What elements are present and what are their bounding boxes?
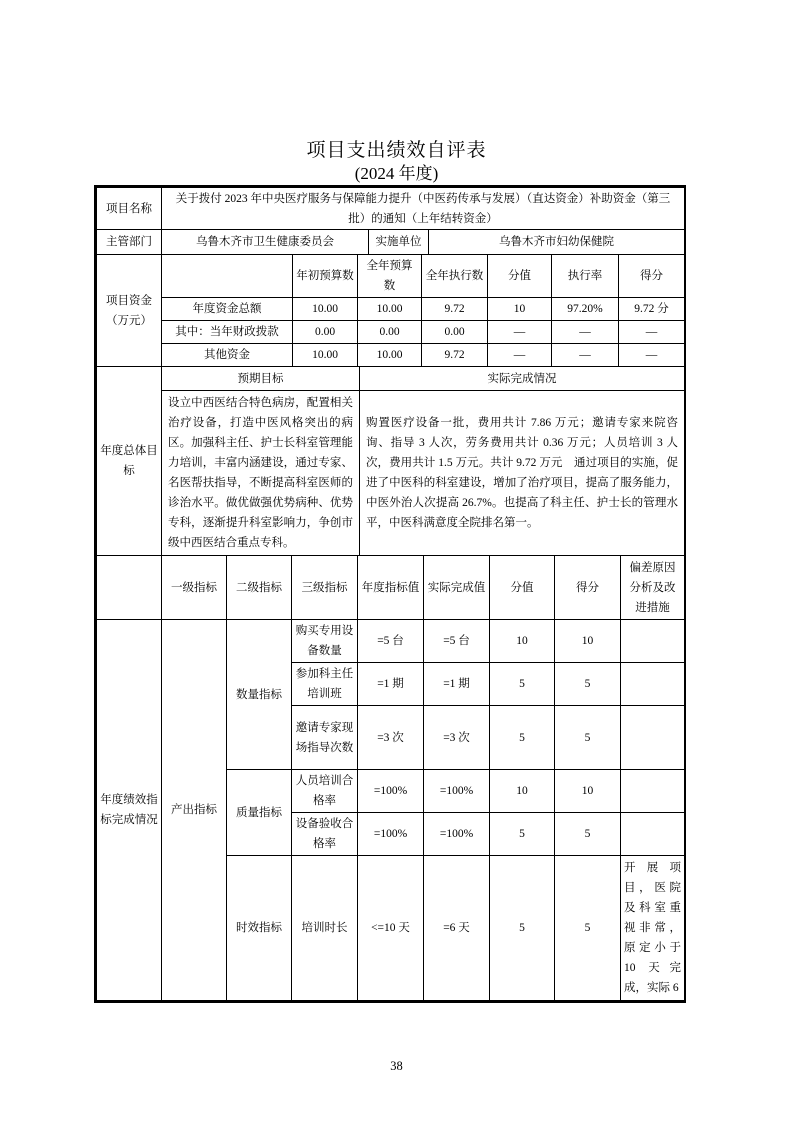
indicator-col-header-level2: 二级指标 bbox=[227, 556, 292, 620]
indicator-col-header-actual: 实际完成值 bbox=[424, 556, 490, 620]
level2-quantity-indicator: 数量指标 bbox=[227, 620, 292, 770]
funding-other-label: 其他资金 bbox=[162, 344, 293, 367]
deviation-cell bbox=[621, 770, 685, 813]
funding-col-header-weight: 分值 bbox=[488, 255, 552, 298]
actual-value: =6 天 bbox=[424, 856, 490, 1001]
score-value: 5 bbox=[555, 813, 621, 856]
funding-other-score: — bbox=[619, 344, 685, 367]
score-value: 10 bbox=[555, 770, 621, 813]
funding-other-initial-budget: 10.00 bbox=[293, 344, 358, 367]
actual-completion-header: 实际完成情况 bbox=[360, 367, 685, 391]
level2-timeliness-indicator: 时效指标 bbox=[227, 856, 292, 1001]
score-value: 5 bbox=[555, 663, 621, 706]
funding-other-annual-budget: 10.00 bbox=[358, 344, 422, 367]
score-value: 10 bbox=[555, 620, 621, 663]
page-title: 项目支出绩效自评表 bbox=[306, 140, 487, 161]
indicator-col-header-level3: 三级指标 bbox=[292, 556, 358, 620]
project-name-section bbox=[96, 187, 685, 230]
weight-value: 5 bbox=[490, 856, 555, 1001]
funding-fiscal-weight: — bbox=[488, 321, 552, 344]
annual-goal-row-label: 年度总体目标 bbox=[97, 367, 162, 556]
target-value: =3 次 bbox=[358, 706, 424, 770]
funding-other-executed: 9.72 bbox=[422, 344, 488, 367]
weight-value: 5 bbox=[490, 813, 555, 856]
impl-unit-label: 实施单位 bbox=[369, 230, 429, 255]
actual-value: =100% bbox=[424, 770, 490, 813]
funding-fiscal-exec-rate: — bbox=[552, 321, 619, 344]
actual-value: =1 期 bbox=[424, 663, 490, 706]
funding-row-fiscal bbox=[97, 321, 685, 344]
expected-goal-header: 预期目标 bbox=[162, 367, 360, 391]
funding-col-header-exec-rate: 执行率 bbox=[552, 255, 619, 298]
level3-name: 培训时长 bbox=[292, 856, 358, 1001]
deviation-cell: 开展项目，医院及科室重视非常，原定小于 10 天完成，实际 6 bbox=[621, 856, 685, 1001]
level3-name: 参加科主任培训班 bbox=[292, 663, 358, 706]
dept-label: 主管部门 bbox=[97, 230, 162, 255]
weight-value: 10 bbox=[490, 770, 555, 813]
indicator-col-header-score: 得分 bbox=[555, 556, 621, 620]
actual-completion-text: 购置医疗设备一批，费用共计 7.86 万元；邀请专家来院咨询、指导 3 人次，劳务费用共计 0.36 万元；人员培训 3 人次，费用共计 1.5 万元。共计 9.72 万元 通过项目的实施，促进了中医科的科室建设，增加了治疗项目，提高了服务能力，中医外治人次提高 26.7%。也提高了科主任、护士长的管理水平，中医科满意度全院排名第一。 bbox=[360, 391, 685, 556]
level1-output-indicator: 产出指标 bbox=[162, 620, 227, 1001]
deviation-cell bbox=[621, 620, 685, 663]
funding-fiscal-annual-budget: 0.00 bbox=[358, 321, 422, 344]
funding-col-header-initial-budget: 年初预算数 bbox=[293, 255, 358, 298]
page-subtitle: (2024 年度) bbox=[354, 164, 439, 183]
page-number: 38 bbox=[390, 1059, 403, 1073]
funding-col-header-annual-budget: 全年预算数 bbox=[358, 255, 422, 298]
funding-total-label: 年度资金总额 bbox=[162, 298, 293, 321]
impl-unit-value: 乌鲁木齐市妇幼保健院 bbox=[429, 230, 685, 255]
weight-value: 5 bbox=[490, 706, 555, 770]
annual-goal-section bbox=[96, 366, 685, 556]
actual-value: =100% bbox=[424, 813, 490, 856]
score-value: 5 bbox=[555, 856, 621, 1001]
project-name-value: 关于拨付 2023 年中央医疗服务与保障能力提升（中医药传承与发展）（直达资金）补助资金（第三批）的通知（上年结转资金） bbox=[162, 188, 685, 230]
funding-fiscal-score: — bbox=[619, 321, 685, 344]
funding-total-annual-budget: 10.00 bbox=[358, 298, 422, 321]
project-name-label: 项目名称 bbox=[97, 188, 162, 230]
indicator-col-header-target: 年度指标值 bbox=[358, 556, 424, 620]
funding-other-weight: — bbox=[488, 344, 552, 367]
funding-other-exec-rate: — bbox=[552, 344, 619, 367]
indicator-empty-header-cell bbox=[97, 556, 162, 620]
funding-fiscal-label: 其中：当年财政拨款 bbox=[162, 321, 293, 344]
funding-row-total bbox=[97, 298, 685, 321]
funding-empty-header-cell bbox=[162, 255, 293, 298]
indicator-section bbox=[96, 555, 685, 1001]
level3-name: 人员培训合格率 bbox=[292, 770, 358, 813]
funding-row-label: 项目资金（万元） bbox=[97, 255, 162, 367]
level3-name: 设备验收合格率 bbox=[292, 813, 358, 856]
target-value: =5 台 bbox=[358, 620, 424, 663]
funding-row-other bbox=[97, 344, 685, 367]
indicator-col-header-weight: 分值 bbox=[490, 556, 555, 620]
funding-total-exec-rate: 97.20% bbox=[552, 298, 619, 321]
target-value: <=10 天 bbox=[358, 856, 424, 1001]
dept-value: 乌鲁木齐市卫生健康委员会 bbox=[162, 230, 369, 255]
level3-name: 购买专用设备数量 bbox=[292, 620, 358, 663]
indicator-col-header-level1: 一级指标 bbox=[162, 556, 227, 620]
actual-value: =3 次 bbox=[424, 706, 490, 770]
weight-value: 10 bbox=[490, 620, 555, 663]
level2-quality-indicator: 质量指标 bbox=[227, 770, 292, 856]
indicator-header-row bbox=[97, 556, 685, 620]
score-value: 5 bbox=[555, 706, 621, 770]
department-section bbox=[96, 229, 685, 255]
deviation-cell bbox=[621, 706, 685, 770]
funding-total-weight: 10 bbox=[488, 298, 552, 321]
deviation-cell bbox=[621, 663, 685, 706]
funding-total-executed: 9.72 bbox=[422, 298, 488, 321]
target-value: =1 期 bbox=[358, 663, 424, 706]
funding-total-score: 9.72 分 bbox=[619, 298, 685, 321]
indicator-col-header-deviation: 偏差原因分析及改进措施 bbox=[621, 556, 685, 620]
indicator-row-label: 年度绩效指标完成情况 bbox=[97, 620, 162, 1001]
funding-col-header-score: 得分 bbox=[619, 255, 685, 298]
level3-name: 邀请专家现场指导次数 bbox=[292, 706, 358, 770]
funding-fiscal-initial-budget: 0.00 bbox=[293, 321, 358, 344]
funding-section bbox=[96, 254, 685, 367]
funding-col-header-executed: 全年执行数 bbox=[422, 255, 488, 298]
funding-fiscal-executed: 0.00 bbox=[422, 321, 488, 344]
target-value: =100% bbox=[358, 813, 424, 856]
expected-goal-text: 设立中西医结合特色病房，配置相关治疗设备，打造中医风格突出的病区。加强科主任、护士长科室管理能力培训，丰富内涵建设，通过专家、名医帮扶指导，不断提高科室医师的诊治水平。做优做强优势病种、优势专科，逐渐提升科室影响力，争创市级中西医结合重点专科。 bbox=[162, 391, 360, 556]
target-value: =100% bbox=[358, 770, 424, 813]
weight-value: 5 bbox=[490, 663, 555, 706]
actual-value: =5 台 bbox=[424, 620, 490, 663]
indicator-row-equipment bbox=[97, 620, 685, 663]
self-evaluation-table bbox=[94, 185, 686, 1003]
deviation-cell bbox=[621, 813, 685, 856]
funding-total-initial-budget: 10.00 bbox=[293, 298, 358, 321]
